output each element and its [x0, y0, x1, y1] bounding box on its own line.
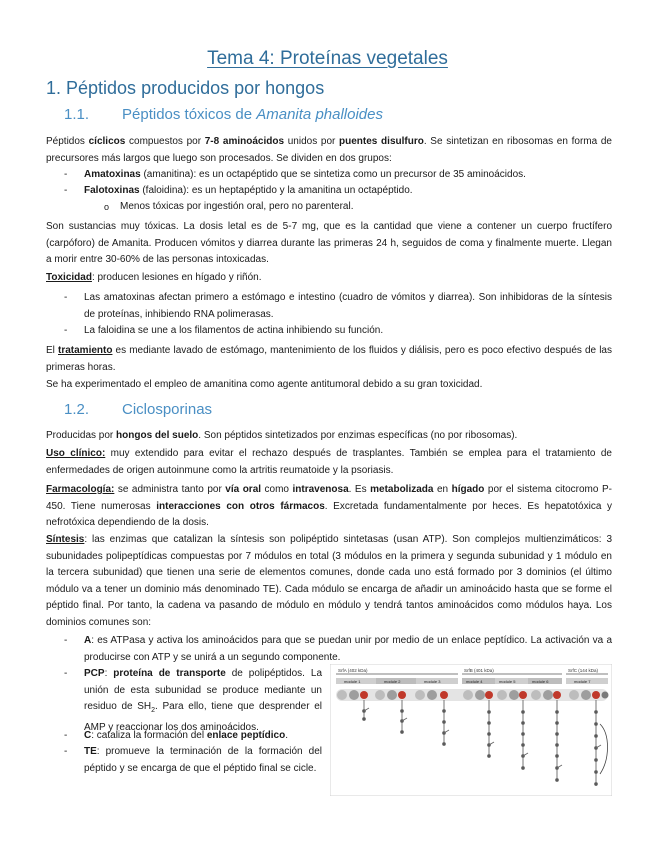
subunit-label-3: SrfC (144 kDa)	[568, 668, 599, 673]
module-label-2: module 2	[384, 679, 401, 684]
group-falotoxinas: Falotoxinas (faloidina): es un heptapéptido y la amanitina un octapéptido.	[84, 185, 413, 196]
group-sub-item: Menos tóxicas por ingestión oral, pero no parenteral.	[120, 201, 354, 212]
module-label-3: module 3	[424, 679, 441, 684]
section-1-1-text: Péptidos tóxicos de	[122, 106, 257, 123]
bullet-dash: -	[64, 185, 68, 196]
tox-item-2: La faloidina se une a los filamentos de actina inhibiendo su función.	[84, 325, 384, 336]
bullet-dash: -	[64, 292, 68, 303]
toxicity-paragraph: Son sustancias muy tóxicas. La dosis letal es de 5-7 mg, que es la cantidad que viene a contener un cuerpo fructífero (carpóforo) de Amanita. Producen vómitos y diarrea durante las primeras 24 h, seguidos de coma y finalmente muerte. Llegan a morir entre 30-60% de las personas intoxicadas.	[46, 221, 612, 265]
domain-chain	[336, 689, 609, 701]
synthetase-diagram	[330, 664, 612, 796]
sintesis-paragraph: Síntesis: las enzimas que catalizan la síntesis son polipéptido sintetasas (usan ATP). Son complejos multienzimáticos: 3 subunidades polipeptídicas compuestas por 7 módulos en total (3 módulos en la primera y segunda subunidad y 1 módulo en la tercera subunidad) que tienen una serie de elementos comunes, donde cada uno está formado por 3 dominios (el último módulo va a tener un dominio más denominado TE). Cada módulo se encarga de añadir un aminoácido hasta que se forme el péptido final. Por tanto, la cadena va pasando de módulo en módulo y tendrá tantos aminoácidos como módulos haya. Los dominios comunes son:	[46, 534, 612, 628]
domain-a: A: es ATPasa y activa los aminoácidos para que se puedan unir por medio de un enlace peptídico. La activación va a producirse con ATP y se unirá a un segundo componente.	[84, 635, 612, 663]
toxicidad-line: Toxicidad: producen lesiones en hígado y riñón.	[46, 272, 262, 283]
domain-te: TE: promueve la terminación de la formación del péptido y se encarga de que el péptido final se cicle.	[84, 746, 322, 774]
section-1-1-heading	[64, 106, 383, 123]
section-1-2-heading	[64, 401, 212, 418]
bullet-dash: -	[64, 746, 68, 757]
section-1-2-text: Ciclosporinas	[122, 401, 213, 418]
bullet-dash: -	[64, 325, 68, 336]
tox-item-1: Las amatoxinas afectan primero a estómago e intestino (cuadro de vómitos y diarrea). Son inhibidoras de la síntesis de proteínas, inhibiendo RNA polimerasas.	[84, 292, 612, 320]
group-amatoxinas: Amatoxinas (amanitina): es un octapéptido que se sintetiza como un precursor de 35 aminoácidos.	[84, 169, 526, 180]
bullet-dash: -	[64, 635, 68, 646]
antitumoral-paragraph: Se ha experimentado el empleo de amanitina como agente antitumoral debido a su gran toxicidad.	[46, 379, 483, 390]
module-label-7: module 7	[574, 679, 591, 684]
treatment-paragraph: El tratamiento es mediante lavado de estómago, mantenimiento de los fluidos y diálisis, pero es poco efectivo después de las primeras horas.	[46, 345, 612, 373]
bullet-dash: -	[64, 730, 68, 741]
module-label-4: module 4	[466, 679, 483, 684]
section-1-heading: 1. Péptidos producidos por hongos	[46, 78, 325, 98]
module-label-1: module 1	[344, 679, 361, 684]
farmacologia-paragraph: Farmacología: se administra tanto por vía oral como intravenosa. Es metabolizada en hígado por el sistema citocromo P-450. Tiene numerosas interacciones con otros fármacos. Excretada fundamentalmente por heces. Es hepatotóxica y nefrotóxica dependiendo de la dosis.	[46, 484, 612, 528]
domain-pcp: PCP: proteína de transporte de polipéptidos. La unión de esta subunidad se produce mediante un residuo de $SH_2$. Para ello, tiene que desprender el AMP y reaccionar los dos aminoácidos.	[84, 668, 322, 733]
bullet-dash: -	[64, 169, 68, 180]
bullet-circle: o	[104, 202, 110, 212]
subunit-label-2: SrfB (401 kDa)	[464, 668, 494, 673]
domain-c: C: cataliza la formación del enlace peptídico.	[84, 730, 288, 741]
section-1-1-number: 1.1.	[64, 106, 90, 123]
uso-clinico-paragraph: Uso clínico: muy extendido para evitar el rechazo después de trasplantes. También se emplea para el tratamiento de enfermedades de origen autoinmune como la artritis reumatoide y la psoriasis.	[46, 448, 612, 476]
cyclo-intro-paragraph: Producidas por hongos del suelo. Son péptidos sintetizados por enzimas específicas (no por ribosomas).	[46, 430, 518, 441]
document-title: Tema 4: Proteínas vegetales	[207, 48, 448, 69]
module-label-5: module 5	[499, 679, 516, 684]
intro-paragraph: Péptidos cíclicos compuestos por 7-8 aminoácidos unidos por puentes disulfuro. Se sintetizan en ribosomas en forma de precursores más largos que luego son procesados. Se dividen en dos grupos:	[46, 136, 612, 164]
module-label-6: module 6	[532, 679, 549, 684]
section-1-2-number: 1.2.	[64, 401, 90, 418]
subunit-label-1: SrfA (402 kDa)	[338, 668, 368, 673]
bullet-dash: -	[64, 668, 68, 679]
section-1-1-species: Amanita phalloides	[256, 106, 383, 123]
